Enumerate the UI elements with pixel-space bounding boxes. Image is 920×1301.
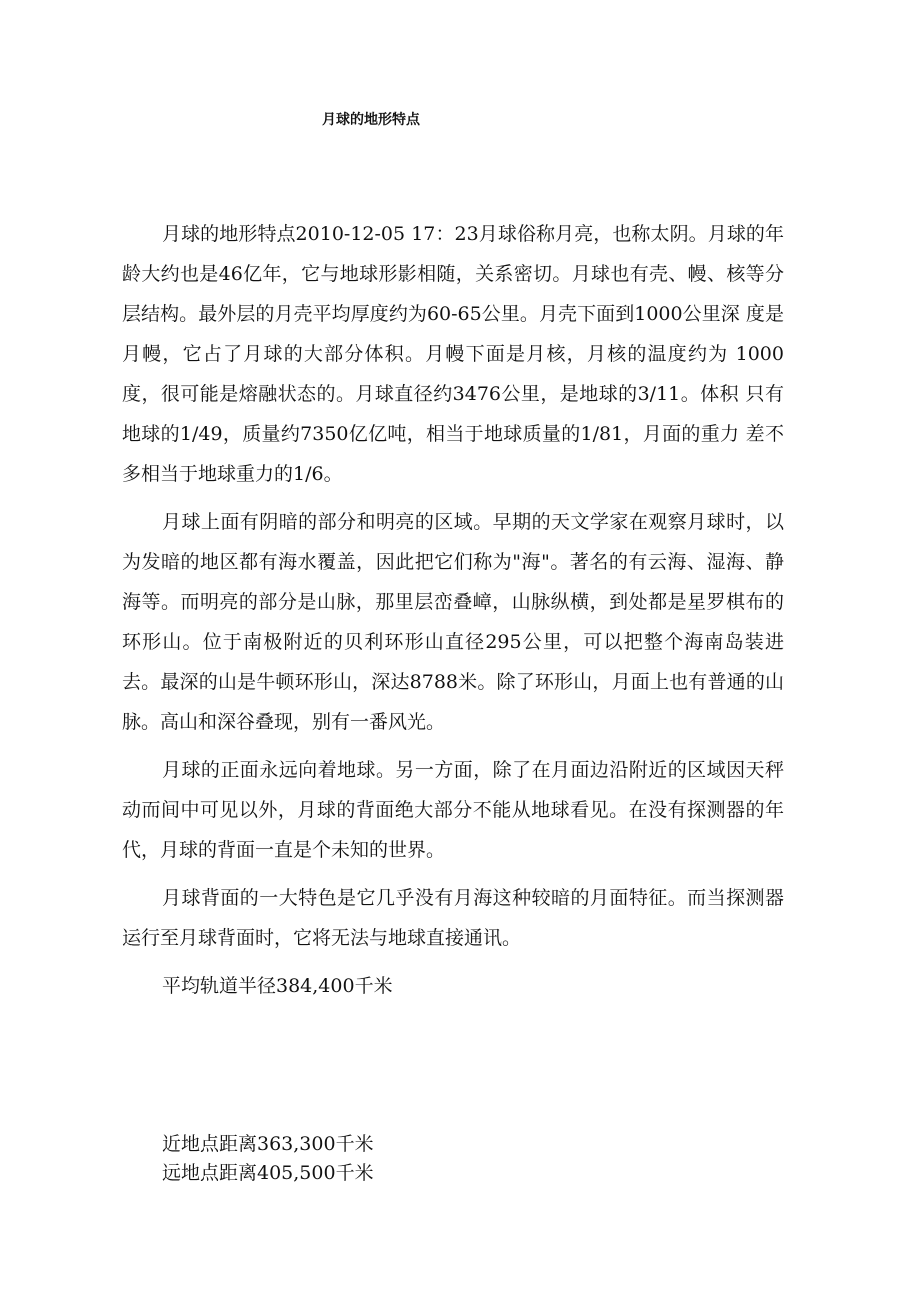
paragraph-orbit-radius: 平均轨道半径384,400千米 [162,975,393,997]
orbit-distance-block [162,1130,374,1188]
document-body [122,214,784,1006]
paragraph-lunar-structure: 月球的地形特点2010-12-05 17：23月球俗称月亮，也称太阴。月球的年龄大约也是46亿年，它与地球形影相随，关系密切。月球也有壳、幔、核等分层结构。最外层的月壳平均厚度约为60-65公里。月壳下面到1000公里深 度是月幔，它占了月球的大部分体积。月幔下面是月核，月核的温度约为 1000度，很可能是熔融状态的。月球直径约3476公里，是地球的3/11。体积 只有地球的1/49，质量约7350亿亿吨，相当于地球质量的1/81，月面的重力 差不多相当于地球重力的1/6。 [122,223,784,485]
paragraph-maria-and-craters: 月球上面有阴暗的部分和明亮的区域。早期的天文学家在观察月球时，以为发暗的地区都有海水覆盖，因此把它们称为"海"。著名的有云海、湿海、静海等。而明亮的部分是山脉，那里层峦叠嶂，山脉纵横，到处都是星罗棋布的环形山。位于南极附近的贝利环形山直径295公里，可以把整个海南岛装进去。最深的山是牛顿环形山，深达8788米。除了环形山，月面上也有普通的山脉。高山和深谷叠现，别有一番风光。 [122,511,784,733]
paragraph-far-side: 月球背面的一大特色是它几乎没有月海这种较暗的月面特征。而当探测器运行至月球背面时，它将无法与地球直接通讯。 [122,887,784,949]
perigee-distance: 近地点距离363,300千米 [162,1133,374,1155]
paragraph-near-side: 月球的正面永远向着地球。另一方面，除了在月面边沿附近的区域因天秤动而间中可见以外，月球的背面绝大部分不能从地球看见。在没有探测器的年代，月球的背面一直是个未知的世界。 [122,759,784,861]
apogee-distance: 远地点距离405,500千米 [162,1162,374,1184]
document-title: 月球的地形特点 [322,112,420,128]
